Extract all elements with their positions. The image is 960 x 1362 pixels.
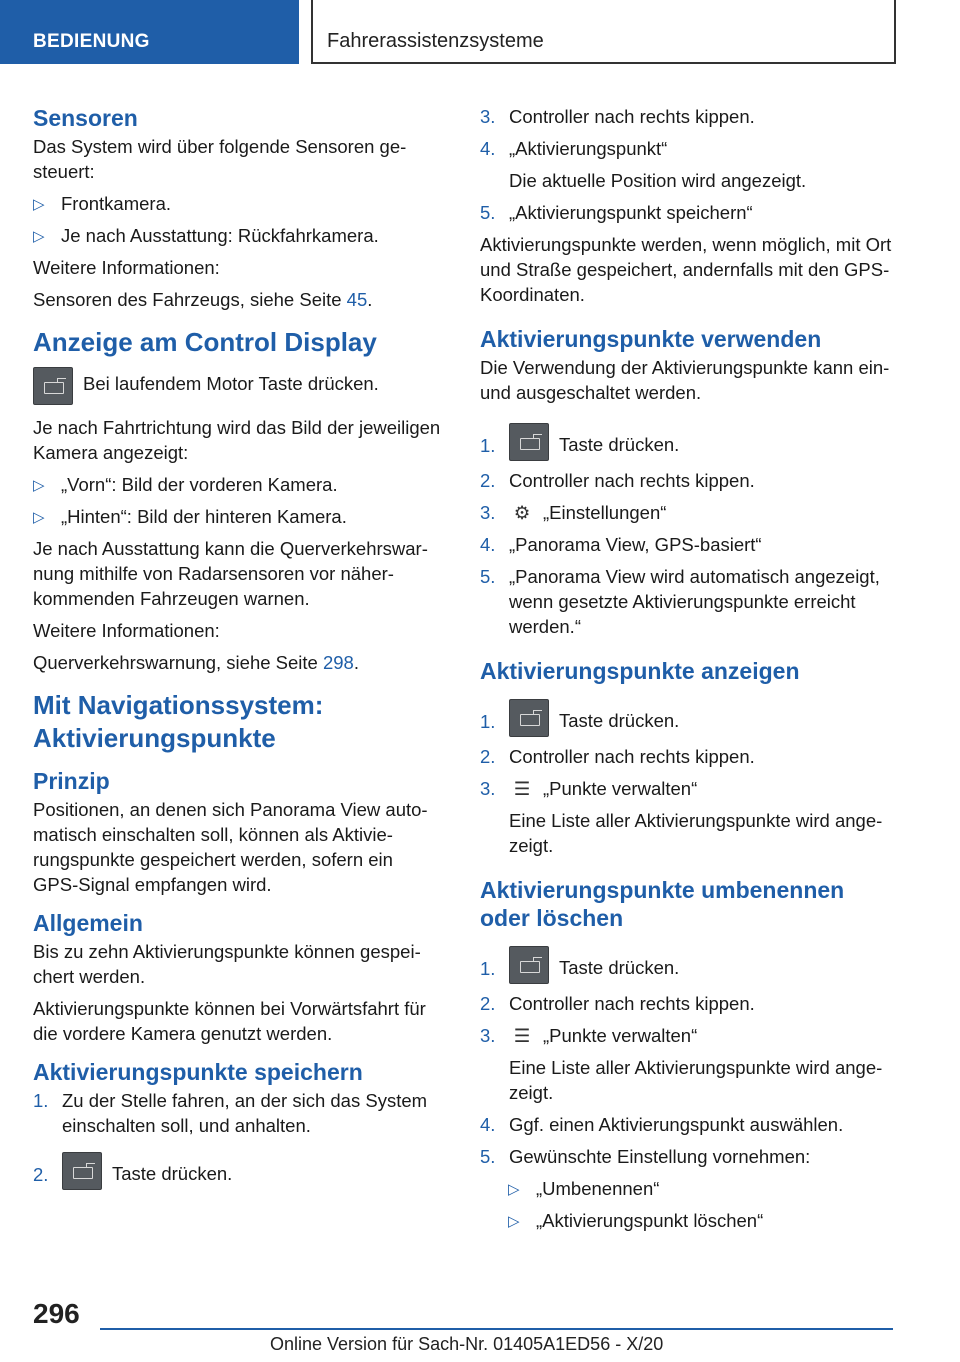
page-footer	[0, 1290, 960, 1362]
triangle-right-icon: ▷	[33, 509, 45, 526]
header-chapter-box	[311, 0, 896, 64]
querverkehr-paragraph: Je nach Ausstattung kann die Querverkehrswarnung mithilfe von Radarsensoren vor näherkommenden Fahrzeugen warnen.	[33, 538, 428, 609]
list-item: 4. Ggf. einen Aktivierungspunkt auswählen.	[480, 1114, 844, 1135]
list-item: ▷ „Umbenennen“	[508, 1176, 900, 1201]
list-item: 1. Zu der Stelle fahren, an der sich das System einschalten soll, und anhalten.	[33, 1090, 428, 1136]
triangle-right-icon: ▷	[33, 196, 45, 213]
anzeige-heading: Anzeige am Control Display	[33, 327, 377, 357]
list-item: 2. Controller nach rechts kippen.	[480, 746, 755, 767]
footer-divider	[100, 1328, 893, 1330]
list-item: 2. Controller nach rechts kippen.	[480, 470, 755, 491]
verwenden-heading: Aktivierungspunkte verwenden	[480, 326, 822, 352]
camera-button-icon	[33, 367, 73, 405]
list-item: 2. Taste drücken.	[33, 1152, 443, 1190]
manage-points-icon: ☰	[513, 778, 531, 799]
header-section-label: BEDIENUNG	[33, 31, 150, 52]
camera-button-icon	[509, 423, 549, 461]
list-item: 5. „Aktivierungspunkt speichern“	[480, 202, 753, 223]
list-item: ▷ Je nach Ausstattung: Rückfahrkamera.	[33, 223, 443, 248]
list-item: 3. ☰ „Punkte verwalten“ Eine Liste aller Aktivierungspunkte wird angezeigt.	[480, 778, 883, 856]
weitere-info-label: Weitere Informationen:	[33, 620, 220, 641]
prinzip-paragraph: Positionen, an denen sich Panorama View automatisch einschalten soll, können als Aktivierungspunkte gespeichert werden, sofern ein GPS-Signal empfangen wird.	[33, 799, 428, 895]
navi-heading: Mit Navigationssystem: Aktivierungspunkte	[33, 690, 324, 753]
prinzip-heading: Prinzip	[33, 768, 110, 794]
triangle-right-icon: ▷	[508, 1181, 520, 1198]
anzeige-instruction: Bei laufendem Motor Taste drücken.	[83, 373, 379, 394]
list-item: 1. Taste drücken.	[480, 946, 900, 984]
page-number: 296	[33, 1298, 80, 1329]
speichern-heading: Aktivierungspunkte speichern	[33, 1059, 363, 1085]
list-item: 3. ⚙ „Einstellungen“	[480, 502, 667, 523]
list-item: 3. Controller nach rechts kippen.	[480, 106, 755, 127]
triangle-right-icon: ▷	[33, 477, 45, 494]
gear-icon: ⚙	[513, 502, 531, 523]
footer-online-version: Online Version für Sach-Nr. 01405A1ED56 - X/20	[270, 1334, 664, 1354]
list-item: 5. Gewünschte Einstellung vornehmen:	[480, 1146, 811, 1167]
verwenden-paragraph: Die Verwendung der Aktivierungspunkte kann ein- und ausgeschaltet werden.	[480, 357, 890, 403]
list-item: ▷ Frontkamera.	[33, 191, 443, 216]
sensoren-intro: Das System wird über folgende Sensoren gesteuert:	[33, 136, 407, 182]
list-item: ▷ „Aktivierungspunkt löschen“	[508, 1208, 900, 1233]
list-item: 5. „Panorama View wird automatisch angezeigt, wenn gesetzte Aktivierungspunkte erreicht werden.“	[480, 566, 880, 637]
page-link[interactable]: 45	[346, 289, 368, 310]
right-column	[480, 96, 900, 1240]
list-item: 4. „Panorama View, GPS-basiert“	[480, 534, 762, 555]
list-item: 2. Controller nach rechts kippen.	[480, 993, 755, 1014]
list-item: 3. ☰ „Punkte verwalten“ Eine Liste aller Aktivierungspunkte wird angezeigt.	[480, 1025, 883, 1103]
list-item: 1. Taste drücken.	[480, 699, 900, 737]
list-item: 4. „Aktivierungspunkt“ Die aktuelle Position wird angezeigt.	[480, 138, 807, 191]
triangle-right-icon: ▷	[33, 228, 45, 245]
weitere-info-label: Weitere Informationen:	[33, 257, 220, 278]
umbenennen-heading: Aktivierungspunkte umbenennen oder löschen	[480, 877, 845, 931]
triangle-right-icon: ▷	[508, 1213, 520, 1230]
page-link[interactable]: 298	[322, 652, 354, 673]
header-section-tab	[0, 0, 299, 64]
camera-button-icon	[62, 1152, 102, 1190]
querverkehr-reference: Querverkehrswarnung, siehe Seite 298.	[33, 652, 359, 673]
camera-button-icon	[509, 946, 549, 984]
left-column	[33, 96, 443, 1197]
sensoren-reference: Sensoren des Fahrzeugs, siehe Seite 45.	[33, 289, 373, 310]
list-item: ▷ „Vorn“: Bild der vorderen Kamera.	[33, 472, 443, 497]
camera-button-icon	[509, 699, 549, 737]
header-chapter-label: Fahrerassistenzsysteme	[327, 30, 544, 52]
anzeige-instruction-row	[33, 365, 443, 415]
allgemein-heading: Allgemein	[33, 910, 143, 936]
allgemein-paragraph-2: Aktivierungspunkte können bei Vorwärtsfahrt für die vordere Kamera genutzt werden.	[33, 998, 426, 1044]
allgemein-paragraph-1: Bis zu zehn Aktivierungspunkte können gespeichert werden.	[33, 941, 421, 987]
manage-points-icon: ☰	[513, 1025, 531, 1046]
anzeigen-heading: Aktivierungspunkte anzeigen	[480, 658, 800, 684]
anzeige-paragraph: Je nach Fahrtrichtung wird das Bild der jeweiligen Kamera angezeigt:	[33, 417, 441, 463]
sensoren-heading: Sensoren	[33, 105, 138, 131]
list-item: 1. Taste drücken.	[480, 423, 900, 461]
speichern-paragraph: Aktivierungspunkte werden, wenn möglich, mit Ort und Straße gespeichert, andernfalls mit den GPS-Koordinaten.	[480, 234, 892, 305]
list-item: ▷ „Hinten“: Bild der hinteren Kamera.	[33, 504, 443, 529]
